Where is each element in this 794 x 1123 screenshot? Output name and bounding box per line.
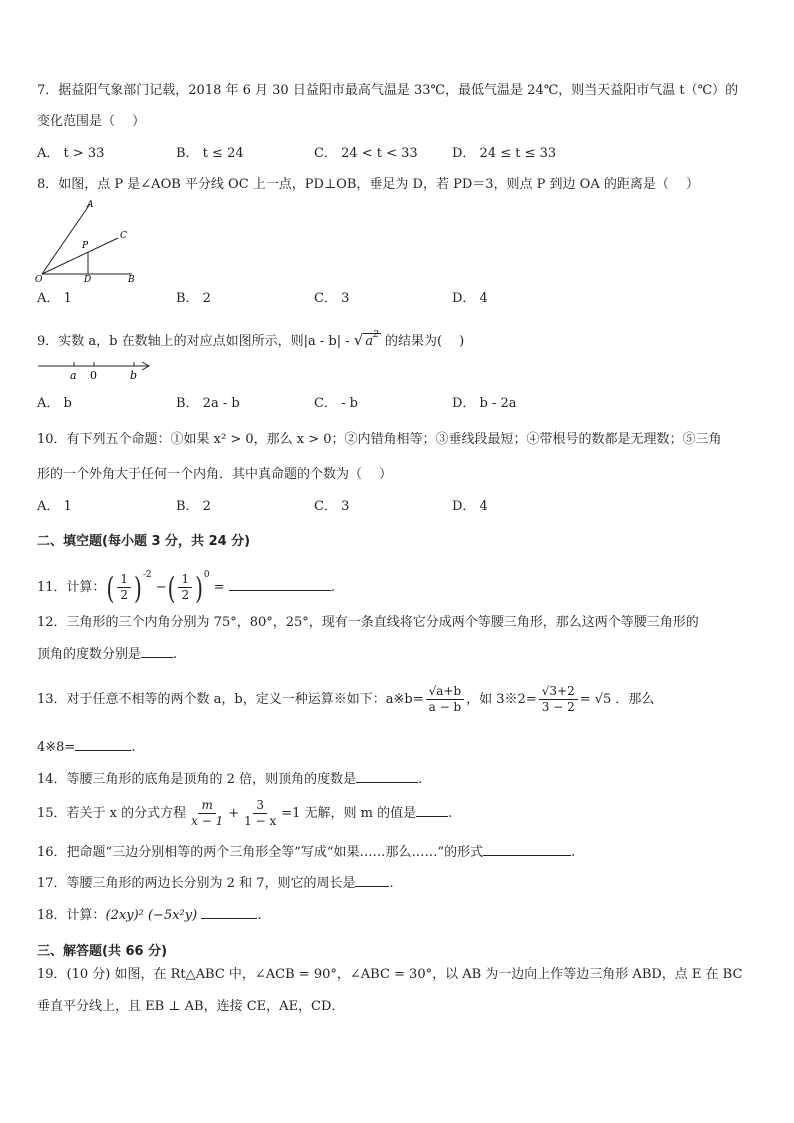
q11-pre: 11．计算： (37, 580, 106, 595)
q10-line2: 形的一个外角大于任何一个内角．其中真命题的个数为（ ） (37, 467, 393, 482)
q13-line2-text: 4※8= (37, 740, 76, 755)
frac-den: x − 1 (191, 814, 224, 828)
q10-option-d: D． 4 (452, 499, 488, 514)
q11-equals: = (213, 580, 225, 595)
q19-line1: 19．(10 分) 如图，在 Rt△ABC 中，∠ACB = 90°，∠ABC = 30°，以 AB 为一边向上作等边三角形 ABD，点 E 在 BC (37, 967, 743, 982)
q9-option-c: C． - b (314, 396, 358, 411)
paren-close: ) (134, 569, 142, 606)
q16-text-body: 16．把命题“三边分别相等的两个三角形全等”写成“如果……那么……”的形式 (37, 845, 484, 860)
q10-option-b: B． 2 (176, 499, 211, 514)
q13-frac2 (539, 684, 578, 715)
q9-option-b: B． 2a - b (176, 396, 240, 411)
q12-end: . (173, 647, 178, 662)
q7-line2: 变化范围是（ ） (37, 114, 146, 129)
q7-option-c: C． 24 < t < 33 (314, 146, 418, 161)
answer-blank (75, 738, 131, 751)
q13-line2 (37, 738, 135, 757)
q9-text-post: 的结果为( ) (380, 334, 465, 349)
frac-den: a − b (428, 700, 462, 714)
q15-end: . (448, 806, 453, 821)
q14-text-body: 14．等腰三角形的底角是顶角的 2 倍，则顶角的度数是 (37, 772, 357, 787)
q9-number-line (36, 356, 156, 382)
q18-expression: (2xy)² (−5x²y) (105, 908, 198, 923)
q9-option-a: A． b (37, 396, 72, 411)
q9-option-d: D． b - 2a (452, 396, 517, 411)
q11-frac1 (117, 572, 131, 603)
q12-line2-text: 顶角的度数分别是 (37, 647, 142, 662)
q8-option-d: D． 4 (452, 291, 488, 306)
q11-exp1: -2 (142, 570, 152, 580)
frac-den: 2 (120, 588, 128, 602)
q13-line1 (37, 682, 654, 718)
frac-num: √3+2 (539, 684, 578, 700)
q13-pre: 13．对于任意不相等的两个数 a，b，定义一种运算※如下：a※b= (37, 692, 424, 707)
ray-oc (42, 238, 118, 274)
q15-text (37, 796, 452, 832)
q19-line2: 垂直平分线上，且 EB ⊥ AB，连接 CE，AE，CD． (37, 999, 345, 1014)
paren-close-2: ) (195, 569, 203, 606)
q16-end: . (571, 845, 576, 860)
q11-text (37, 560, 335, 606)
answer-blank (483, 843, 571, 856)
q13-post: = √5 ．那么 (579, 692, 655, 707)
q11-end: . (330, 580, 335, 595)
q18-text (37, 906, 261, 925)
section-fill-in-heading: 二、填空题(每小题 3 分，共 24 分) (37, 534, 251, 549)
answer-blank (356, 770, 418, 783)
label-p: P (82, 241, 89, 251)
q9-text-pre: 9．实数 a，b 在数轴上的对应点如图所示，则|a - b| - (37, 334, 354, 349)
frac-den-2: 2 (181, 588, 190, 602)
q9-radicand (363, 330, 381, 349)
answer-blank (201, 906, 257, 919)
frac-num: m (198, 798, 215, 814)
q8-text: 8．如图，点 P 是∠AOB 平分线 OC 上一点，PD⊥OB，垂足为 D，若 PD＝3，则点 P 到边 OA 的距离是（ ） (37, 177, 699, 192)
q18-pre: 18．计算： (37, 908, 106, 923)
q13-end: . (131, 740, 136, 755)
q14-end: . (418, 772, 423, 787)
q15-plus: + (228, 806, 240, 821)
paren-open-2: ( (167, 569, 176, 606)
q17-text-body: 17．等腰三角形的两边长分别为 2 和 7，则它的周长是 (37, 876, 356, 891)
q18-end: . (257, 908, 262, 923)
q10-option-c: C． 3 (314, 499, 350, 514)
q17-text (37, 874, 394, 893)
label-d: D (84, 275, 92, 284)
answer-blank (416, 804, 448, 817)
q8-option-b: B． 2 (176, 291, 211, 306)
q7-line1: 7．据益阳气象部门记载，2018 年 6 月 30 日益阳市最高气温是 33℃，最低气温是 24℃，则当天益阳市气温 t（℃）的 (37, 83, 739, 98)
answer-blank (355, 874, 389, 887)
q15-pre: 15．若关于 x 的分式方程 (37, 806, 187, 821)
paren-open: ( (106, 569, 115, 606)
label-a: A (87, 200, 94, 210)
q16-text (37, 843, 575, 862)
q15-post: =1 无解，则 m 的值是 (281, 806, 417, 821)
q9-text (37, 326, 464, 351)
q15-frac2 (241, 798, 279, 829)
answer-blank (229, 578, 331, 591)
q14-text (37, 770, 422, 789)
frac-num-2: 1 (178, 572, 192, 588)
ray-oa (42, 204, 90, 274)
q11-frac2 (178, 572, 192, 603)
q8-option-c: C． 3 (314, 291, 350, 306)
section-solution-heading: 三、解答题(共 66 分) (37, 944, 168, 959)
q13-frac1 (426, 684, 465, 715)
frac-num: √a+b (426, 684, 465, 700)
axis-label-a: a (70, 369, 77, 382)
q8-angle-figure (34, 198, 144, 284)
sqrt-symbol: √ (353, 331, 364, 349)
label-c: C (120, 231, 127, 241)
axis-label-0: 0 (90, 369, 97, 382)
q7-option-b: B． t ≤ 24 (176, 146, 244, 161)
q11-minus: − (155, 580, 167, 595)
q12-line1: 12．三角形的三个内角分别为 75°，80°，25°，现有一条直线将它分成两个等腰三角形，那么这两个等腰三角形的 (37, 615, 699, 630)
frac-den: 3 − 2 (541, 700, 575, 714)
q17-end: . (389, 876, 394, 891)
q15-frac1 (188, 798, 226, 829)
answer-blank (141, 645, 173, 658)
q8-option-a: A． 1 (37, 291, 72, 306)
q10-line1: 10．有下列五个命题：①如果 x² > 0，那么 x > 0；②内错角相等；③垂线段最短；④带根号的数都是无理数；⑤三角 (37, 432, 722, 447)
q9-radicand-base: a (365, 334, 374, 349)
q12-line2 (37, 645, 177, 664)
q11-exp2: 0 (203, 570, 210, 580)
label-b: B (128, 275, 135, 284)
q13-mid: ，如 3※2= (466, 692, 537, 707)
label-o: O (35, 275, 43, 284)
q9-radicand-exp: 2 (373, 330, 379, 340)
frac-num: 3 (253, 798, 267, 814)
frac-den: 1 − x (244, 814, 277, 828)
q7-option-a: A． t > 33 (37, 146, 105, 161)
q10-option-a: A． 1 (37, 499, 72, 514)
axis-label-b: b (130, 369, 138, 382)
frac-num: 1 (117, 572, 131, 588)
q7-option-d: D． 24 ≤ t ≤ 33 (452, 146, 557, 161)
